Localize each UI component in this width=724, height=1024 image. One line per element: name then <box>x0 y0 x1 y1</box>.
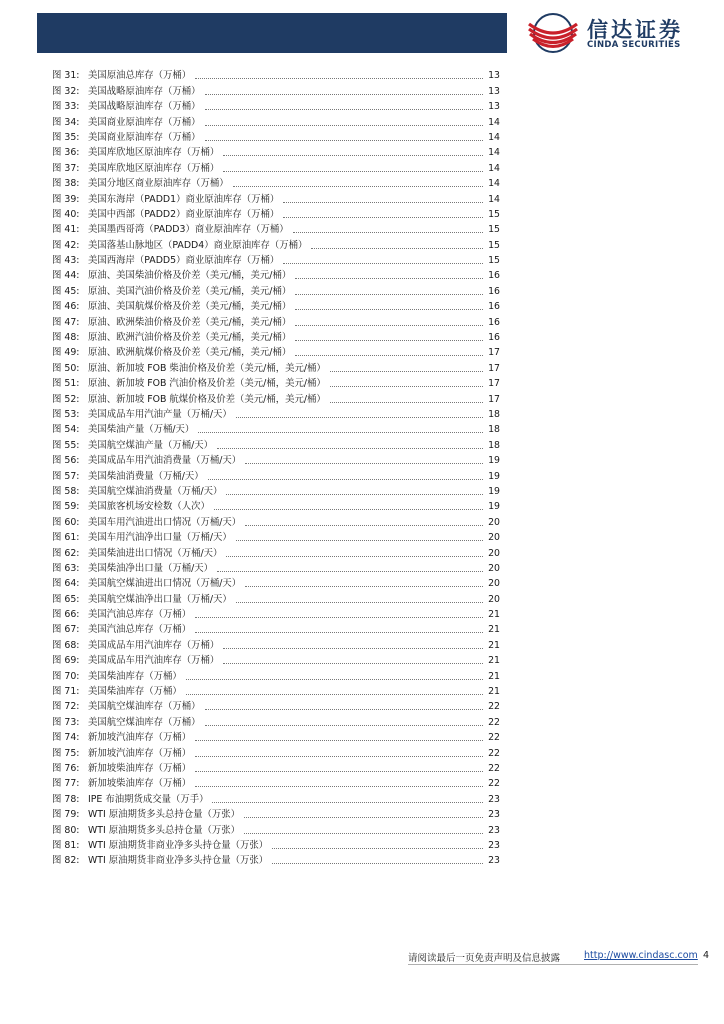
toc-figure-title: WTI 原油期货非商业净多头持仓量（万张） <box>88 839 269 851</box>
toc-dot-leader <box>226 493 483 495</box>
toc-figure-number: 图 57: <box>52 470 80 482</box>
toc-dot-leader <box>236 601 483 603</box>
toc-dot-leader <box>233 185 483 187</box>
toc-page-number: 23 <box>488 809 500 821</box>
toc-entry[interactable] <box>52 466 500 481</box>
toc-figure-title: 美国柴油消费量（万桶/天） <box>88 470 204 482</box>
toc-figure-number: 图 41: <box>52 224 80 236</box>
toc-page-number: 20 <box>488 547 500 559</box>
toc-page-number: 15 <box>488 224 500 236</box>
toc-entry[interactable] <box>52 743 500 758</box>
toc-figure-number: 图 38: <box>52 178 80 190</box>
toc-entry[interactable] <box>52 297 500 312</box>
toc-figure-title: 原油、新加坡 FOB 航煤价格及价差（美元/桶，美元/桶） <box>88 393 326 405</box>
toc-figure-title: 美国战略原油库存（万桶） <box>88 85 201 97</box>
toc-figure-title: 美国航空煤油产量（万桶/天） <box>88 439 214 451</box>
toc-dot-leader <box>283 201 483 203</box>
toc-figure-number: 图 63: <box>52 562 80 574</box>
toc-entry[interactable] <box>52 128 500 143</box>
toc-page-number: 13 <box>488 85 500 97</box>
figure-table-of-contents <box>52 66 500 866</box>
toc-entry[interactable] <box>52 820 500 835</box>
toc-figure-number: 图 35: <box>52 131 80 143</box>
toc-dot-leader <box>195 770 483 772</box>
toc-entry[interactable] <box>52 712 500 727</box>
toc-entry[interactable] <box>52 312 500 327</box>
toc-dot-leader <box>295 293 483 295</box>
toc-entry[interactable] <box>52 635 500 650</box>
toc-dot-leader <box>223 647 483 649</box>
cinda-logo-icon <box>525 12 581 54</box>
toc-dot-leader <box>295 324 483 326</box>
toc-figure-number: 图 55: <box>52 439 80 451</box>
toc-page-number: 15 <box>488 208 500 220</box>
toc-entry[interactable] <box>52 143 500 158</box>
toc-figure-title: 原油、美国航煤价格及价差（美元/桶，美元/桶） <box>88 301 292 313</box>
toc-dot-leader <box>245 524 483 526</box>
toc-entry[interactable] <box>52 420 500 435</box>
toc-figure-number: 图 65: <box>52 593 80 605</box>
toc-figure-number: 图 67: <box>52 624 80 636</box>
toc-entry[interactable] <box>52 574 500 589</box>
toc-entry[interactable] <box>52 620 500 635</box>
brand-name-cn: 信达证券 <box>587 18 683 42</box>
toc-entry[interactable] <box>52 174 500 189</box>
toc-figure-title: 美国中西部（PADD2）商业原油库存（万桶） <box>88 208 280 220</box>
toc-figure-title: 新加坡汽油库存（万桶） <box>88 747 192 759</box>
toc-dot-leader <box>295 354 483 356</box>
toc-figure-title: 美国航空煤油进出口情况（万桶/天） <box>88 578 242 590</box>
toc-page-number: 23 <box>488 793 500 805</box>
toc-figure-title: 原油、欧洲航煤价格及价差（美元/桶，美元/桶） <box>88 347 292 359</box>
toc-figure-title: 美国柴油进出口情况（万桶/天） <box>88 547 223 559</box>
toc-entry[interactable] <box>52 405 500 420</box>
toc-figure-number: 图 54: <box>52 424 80 436</box>
toc-dot-leader <box>205 139 483 141</box>
toc-page-number: 14 <box>488 178 500 190</box>
brand-name-en: CINDA SECURITIES <box>587 40 681 50</box>
header-bar <box>37 13 507 53</box>
toc-figure-number: 图 69: <box>52 655 80 667</box>
toc-page-number: 17 <box>488 393 500 405</box>
toc-page-number: 17 <box>488 347 500 359</box>
toc-figure-number: 图 43: <box>52 255 80 267</box>
toc-figure-title: 美国航空煤油库存（万桶） <box>88 716 201 728</box>
toc-figure-number: 图 79: <box>52 809 80 821</box>
toc-dot-leader <box>245 585 483 587</box>
toc-figure-number: 图 32: <box>52 85 80 97</box>
toc-figure-title: 美国旅客机场安检数（人次） <box>88 501 210 513</box>
toc-dot-leader <box>195 616 483 618</box>
toc-dot-leader <box>205 724 483 726</box>
toc-dot-leader <box>217 447 483 449</box>
toc-page-number: 22 <box>488 732 500 744</box>
toc-dot-leader <box>195 755 483 757</box>
toc-figure-number: 图 72: <box>52 701 80 713</box>
toc-page-number: 22 <box>488 716 500 728</box>
toc-figure-number: 图 76: <box>52 762 80 774</box>
toc-dot-leader <box>293 231 483 233</box>
toc-figure-number: 图 71: <box>52 686 80 698</box>
toc-figure-title: 原油、欧洲汽油价格及价差（美元/桶，美元/桶） <box>88 332 292 344</box>
toc-entry[interactable] <box>52 266 500 281</box>
toc-figure-number: 图 81: <box>52 839 80 851</box>
toc-entry[interactable] <box>52 358 500 373</box>
toc-page-number: 21 <box>488 686 500 698</box>
toc-figure-number: 图 64: <box>52 578 80 590</box>
toc-figure-number: 图 74: <box>52 732 80 744</box>
toc-figure-title: 原油、新加坡 FOB 汽油价格及价差（美元/桶，美元/桶） <box>88 378 326 390</box>
toc-dot-leader <box>226 555 483 557</box>
toc-page-number: 16 <box>488 301 500 313</box>
toc-figure-title: 美国柴油库存（万桶） <box>88 686 182 698</box>
toc-entry[interactable] <box>52 251 500 266</box>
toc-figure-number: 图 75: <box>52 747 80 759</box>
toc-page-number: 16 <box>488 285 500 297</box>
toc-dot-leader <box>283 216 483 218</box>
toc-page-number: 13 <box>488 101 500 113</box>
toc-dot-leader <box>236 416 483 418</box>
toc-dot-leader <box>311 247 483 249</box>
toc-entry[interactable] <box>52 451 500 466</box>
toc-figure-title: 美国落基山脉地区（PADD4）商业原油库存（万桶） <box>88 239 308 251</box>
toc-figure-number: 图 33: <box>52 101 80 113</box>
toc-figure-title: 美国柴油净出口量（万桶/天） <box>88 562 214 574</box>
toc-page-number: 21 <box>488 655 500 667</box>
toc-entry[interactable] <box>52 589 500 604</box>
toc-dot-leader <box>195 631 483 633</box>
toc-page-number: 23 <box>488 824 500 836</box>
toc-figure-number: 图 50: <box>52 362 80 374</box>
toc-dot-leader <box>223 154 483 156</box>
toc-entry[interactable] <box>52 682 500 697</box>
toc-figure-number: 图 78: <box>52 793 80 805</box>
toc-figure-title: 美国航空煤油净出口量（万桶/天） <box>88 593 232 605</box>
footer-disclaimer: 请阅读最后一页免责声明及信息披露 <box>408 953 561 964</box>
toc-dot-leader <box>272 862 483 864</box>
toc-figure-number: 图 44: <box>52 270 80 282</box>
toc-entry[interactable] <box>52 728 500 743</box>
toc-page-number: 20 <box>488 516 500 528</box>
toc-page-number: 22 <box>488 701 500 713</box>
toc-page-number: 13 <box>488 70 500 82</box>
toc-page-number: 23 <box>488 839 500 851</box>
toc-entry[interactable] <box>52 666 500 681</box>
toc-page-number: 20 <box>488 578 500 590</box>
toc-page-number: 15 <box>488 239 500 251</box>
toc-dot-leader <box>330 385 483 387</box>
toc-figure-number: 图 31: <box>52 70 80 82</box>
toc-figure-title: 新加坡柴油库存（万桶） <box>88 778 192 790</box>
toc-entry[interactable] <box>52 497 500 512</box>
toc-figure-title: 美国商业原油库存（万桶） <box>88 116 201 128</box>
toc-dot-leader <box>295 277 483 279</box>
footer-website-link[interactable]: http://www.cindasc.com <box>584 950 698 961</box>
toc-figure-title: 美国东海岸（PADD1）商业原油库存（万桶） <box>88 193 280 205</box>
toc-figure-title: WTI 原油期货多头总持仓量（万张） <box>88 824 240 836</box>
toc-entry[interactable] <box>52 328 500 343</box>
toc-page-number: 21 <box>488 639 500 651</box>
toc-figure-number: 图 82: <box>52 855 80 867</box>
toc-entry[interactable] <box>52 220 500 235</box>
toc-figure-title: 美国商业原油库存（万桶） <box>88 131 201 143</box>
toc-dot-leader <box>236 539 483 541</box>
toc-page-number: 17 <box>488 362 500 374</box>
toc-figure-number: 图 51: <box>52 378 80 390</box>
toc-figure-title: 美国分地区商业原油库存（万桶） <box>88 178 229 190</box>
toc-dot-leader <box>244 832 483 834</box>
toc-figure-title: 美国成品车用汽油库存（万桶） <box>88 655 220 667</box>
toc-entry[interactable] <box>52 374 500 389</box>
toc-page-number: 16 <box>488 332 500 344</box>
toc-figure-number: 图 61: <box>52 532 80 544</box>
toc-dot-leader <box>272 847 483 849</box>
toc-figure-number: 图 62: <box>52 547 80 559</box>
toc-figure-number: 图 53: <box>52 408 80 420</box>
toc-figure-title: 美国成品车用汽油消费量（万桶/天） <box>88 455 242 467</box>
brand-logo <box>525 12 700 56</box>
toc-entry[interactable] <box>52 97 500 112</box>
toc-figure-number: 图 34: <box>52 116 80 128</box>
toc-page-number: 18 <box>488 408 500 420</box>
toc-dot-leader <box>223 662 483 664</box>
toc-figure-title: 美国汽油总库存（万桶） <box>88 609 192 621</box>
toc-dot-leader <box>283 262 483 264</box>
toc-dot-leader <box>212 801 483 803</box>
toc-dot-leader <box>195 785 483 787</box>
toc-page-number: 18 <box>488 439 500 451</box>
toc-figure-title: 美国成品车用汽油产量（万桶/天） <box>88 408 232 420</box>
toc-page-number: 20 <box>488 532 500 544</box>
toc-page-number: 19 <box>488 485 500 497</box>
toc-dot-leader <box>205 708 483 710</box>
footer-divider <box>408 964 698 965</box>
toc-page-number: 21 <box>488 609 500 621</box>
toc-page-number: 18 <box>488 424 500 436</box>
toc-entry[interactable] <box>52 605 500 620</box>
toc-page-number: 14 <box>488 116 500 128</box>
toc-entry[interactable] <box>52 205 500 220</box>
toc-dot-leader <box>223 170 483 172</box>
toc-entry[interactable] <box>52 851 500 866</box>
toc-dot-leader <box>198 431 483 433</box>
toc-page-number: 17 <box>488 378 500 390</box>
toc-dot-leader <box>186 693 483 695</box>
toc-figure-number: 图 48: <box>52 332 80 344</box>
toc-figure-number: 图 56: <box>52 455 80 467</box>
toc-dot-leader <box>330 401 483 403</box>
toc-entry[interactable] <box>52 543 500 558</box>
toc-figure-title: 原油、新加坡 FOB 柴油价格及价差（美元/桶，美元/桶） <box>88 362 326 374</box>
toc-figure-title: 美国航空煤油消费量（万桶/天） <box>88 485 223 497</box>
toc-figure-title: 原油、欧洲柴油价格及价差（美元/桶，美元/桶） <box>88 316 292 328</box>
toc-figure-title: 新加坡汽油库存（万桶） <box>88 732 192 744</box>
toc-entry[interactable] <box>52 158 500 173</box>
toc-page-number: 16 <box>488 270 500 282</box>
toc-page-number: 14 <box>488 131 500 143</box>
toc-figure-number: 图 49: <box>52 347 80 359</box>
toc-dot-leader <box>214 508 483 510</box>
toc-figure-title: 美国航空煤油库存（万桶） <box>88 701 201 713</box>
toc-entry[interactable] <box>52 528 500 543</box>
toc-figure-number: 图 80: <box>52 824 80 836</box>
toc-entry[interactable] <box>52 81 500 96</box>
toc-figure-number: 图 66: <box>52 609 80 621</box>
toc-figure-title: IPE 布油期货成交量（万手） <box>88 793 209 805</box>
toc-entry[interactable] <box>52 697 500 712</box>
toc-dot-leader <box>330 370 483 372</box>
toc-entry[interactable] <box>52 512 500 527</box>
toc-dot-leader <box>205 93 483 95</box>
toc-entry[interactable] <box>52 189 500 204</box>
toc-figure-title: 美国汽油总库存（万桶） <box>88 624 192 636</box>
toc-entry[interactable] <box>52 281 500 296</box>
toc-entry[interactable] <box>52 389 500 404</box>
toc-figure-number: 图 77: <box>52 778 80 790</box>
toc-figure-title: WTI 原油期货多头总持仓量（万张） <box>88 809 240 821</box>
toc-page-number: 19 <box>488 455 500 467</box>
toc-page-number: 19 <box>488 470 500 482</box>
toc-page-number: 14 <box>488 193 500 205</box>
toc-page-number: 20 <box>488 593 500 605</box>
toc-page-number: 22 <box>488 762 500 774</box>
toc-dot-leader <box>195 739 483 741</box>
toc-page-number: 20 <box>488 562 500 574</box>
toc-entry[interactable] <box>52 805 500 820</box>
toc-figure-title: 原油、美国柴油价格及价差（美元/桶，美元/桶） <box>88 270 292 282</box>
toc-figure-number: 图 68: <box>52 639 80 651</box>
toc-page-number: 23 <box>488 855 500 867</box>
toc-entry[interactable] <box>52 235 500 250</box>
toc-entry[interactable] <box>52 482 500 497</box>
toc-dot-leader <box>295 308 483 310</box>
toc-dot-leader <box>244 816 483 818</box>
toc-figure-title: 美国库欣地区原油库存（万桶） <box>88 162 220 174</box>
toc-figure-number: 图 46: <box>52 301 80 313</box>
toc-figure-title: 美国车用汽油净出口量（万桶/天） <box>88 532 232 544</box>
page-number: 4 <box>703 950 710 961</box>
toc-figure-number: 图 47: <box>52 316 80 328</box>
toc-figure-number: 图 39: <box>52 193 80 205</box>
toc-figure-title: 美国车用汽油进出口情况（万桶/天） <box>88 516 242 528</box>
toc-figure-title: 新加坡柴油库存（万桶） <box>88 762 192 774</box>
toc-figure-number: 图 59: <box>52 501 80 513</box>
toc-page-number: 21 <box>488 624 500 636</box>
toc-figure-number: 图 37: <box>52 162 80 174</box>
toc-dot-leader <box>195 77 483 79</box>
toc-figure-number: 图 36: <box>52 147 80 159</box>
toc-entry[interactable] <box>52 774 500 789</box>
toc-entry[interactable] <box>52 836 500 851</box>
toc-entry[interactable] <box>52 343 500 358</box>
toc-figure-title: 美国战略原油库存（万桶） <box>88 101 201 113</box>
toc-dot-leader <box>295 339 483 341</box>
toc-figure-number: 图 70: <box>52 670 80 682</box>
toc-entry[interactable] <box>52 559 500 574</box>
toc-figure-title: 美国西海岸（PADD5）商业原油库存（万桶） <box>88 255 280 267</box>
toc-figure-number: 图 45: <box>52 285 80 297</box>
toc-figure-number: 图 52: <box>52 393 80 405</box>
toc-figure-number: 图 58: <box>52 485 80 497</box>
toc-figure-number: 图 60: <box>52 516 80 528</box>
toc-dot-leader <box>208 478 483 480</box>
toc-page-number: 21 <box>488 670 500 682</box>
toc-dot-leader <box>217 570 483 572</box>
toc-figure-title: 美国柴油产量（万桶/天） <box>88 424 195 436</box>
toc-figure-title: 美国原油总库存（万桶） <box>88 70 192 82</box>
toc-dot-leader <box>205 108 483 110</box>
toc-figure-number: 图 42: <box>52 239 80 251</box>
toc-page-number: 14 <box>488 147 500 159</box>
toc-dot-leader <box>205 124 483 126</box>
toc-entry[interactable] <box>52 66 500 81</box>
toc-page-number: 15 <box>488 255 500 267</box>
toc-figure-number: 图 73: <box>52 716 80 728</box>
toc-figure-title: 美国柴油库存（万桶） <box>88 670 182 682</box>
toc-figure-title: 原油、美国汽油价格及价差（美元/桶，美元/桶） <box>88 285 292 297</box>
toc-figure-title: 美国库欣地区原油库存（万桶） <box>88 147 220 159</box>
page-footer <box>408 947 708 967</box>
toc-page-number: 22 <box>488 778 500 790</box>
toc-figure-title: WTI 原油期货非商业净多头持仓量（万张） <box>88 855 269 867</box>
toc-entry[interactable] <box>52 651 500 666</box>
toc-dot-leader <box>245 462 483 464</box>
toc-page-number: 22 <box>488 747 500 759</box>
toc-entry[interactable] <box>52 112 500 127</box>
toc-page-number: 19 <box>488 501 500 513</box>
toc-figure-number: 图 40: <box>52 208 80 220</box>
toc-figure-title: 美国墨西哥湾（PADD3）商业原油库存（万桶） <box>88 224 289 236</box>
toc-page-number: 14 <box>488 162 500 174</box>
toc-dot-leader <box>186 678 483 680</box>
toc-page-number: 16 <box>488 316 500 328</box>
toc-entry[interactable] <box>52 789 500 804</box>
toc-entry[interactable] <box>52 435 500 450</box>
toc-entry[interactable] <box>52 759 500 774</box>
toc-figure-title: 美国成品车用汽油库存（万桶） <box>88 639 220 651</box>
